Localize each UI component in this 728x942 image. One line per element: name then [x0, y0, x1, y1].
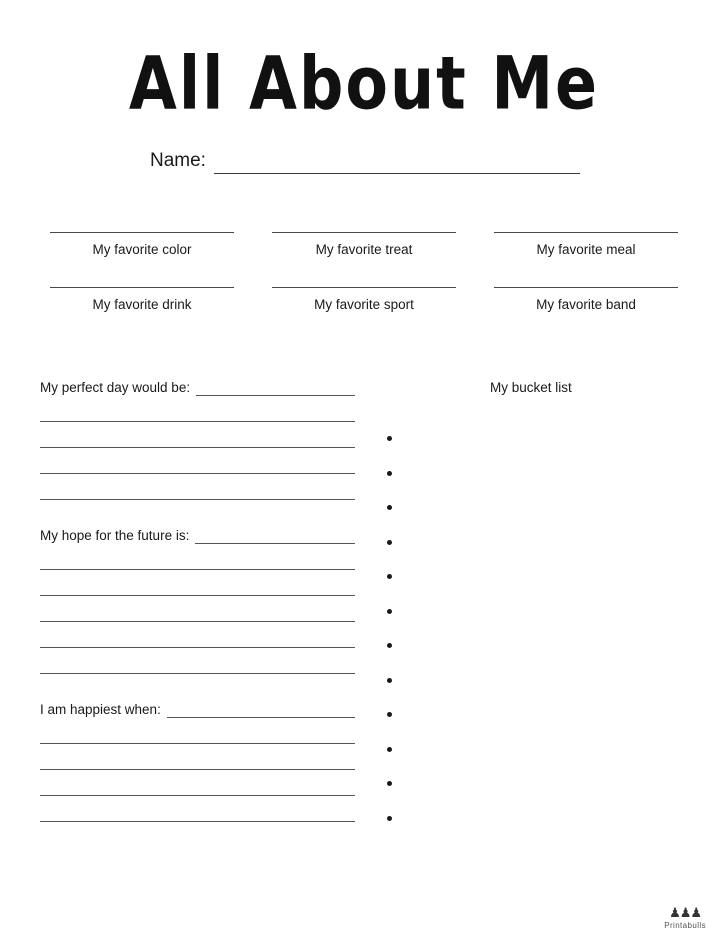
favorite-drink-cell[interactable]	[50, 287, 234, 312]
bullet-icon	[387, 540, 392, 545]
prompt-hope-future-line-0[interactable]	[195, 529, 355, 544]
bucket-list-items	[385, 431, 685, 845]
bullet-icon	[387, 816, 392, 821]
favorite-color-line[interactable]	[50, 232, 234, 233]
list-item[interactable]	[385, 466, 685, 501]
favorites-row-2	[50, 287, 678, 312]
logo-mark-icon: ♟♟♟	[669, 905, 702, 920]
list-item[interactable]	[385, 535, 685, 570]
list-item[interactable]	[385, 707, 685, 742]
bullet-icon	[387, 436, 392, 441]
prompt-happiest-when-head	[40, 702, 355, 718]
bullet-icon	[387, 712, 392, 717]
site-logo	[664, 906, 706, 930]
name-field-row	[150, 150, 580, 174]
prompt-perfect-day-head	[40, 380, 355, 396]
bucket-list-title: My bucket list	[490, 380, 572, 395]
prompts-column	[40, 380, 355, 850]
prompt-hope-future	[40, 528, 355, 674]
favorite-sport-line[interactable]	[272, 287, 456, 288]
list-item[interactable]	[385, 776, 685, 811]
prompt-hope-future-line-1[interactable]	[40, 544, 355, 570]
favorite-band-line[interactable]	[494, 287, 678, 288]
prompt-happiest-when-line-2[interactable]	[40, 744, 355, 770]
name-label: Name:	[150, 150, 206, 171]
list-item[interactable]	[385, 569, 685, 604]
page-title: All About Me	[128, 40, 600, 127]
logo-text: Printabulls	[664, 921, 706, 930]
prompt-happiest-when-line-4[interactable]	[40, 796, 355, 822]
prompt-perfect-day-label: My perfect day would be:	[40, 380, 191, 395]
prompt-perfect-day-line-3[interactable]	[40, 448, 355, 474]
prompt-hope-future-head	[40, 528, 355, 544]
favorite-drink-line[interactable]	[50, 287, 234, 288]
favorite-meal-label: My favorite meal	[536, 242, 636, 257]
favorite-band-cell[interactable]	[494, 287, 678, 312]
favorite-color-cell[interactable]	[50, 232, 234, 257]
bullet-icon	[387, 781, 392, 786]
prompt-perfect-day-line-1[interactable]	[40, 396, 355, 422]
favorite-sport-cell[interactable]	[272, 287, 456, 312]
bucket-list-column	[385, 380, 685, 861]
favorite-drink-label: My favorite drink	[92, 297, 192, 312]
list-item[interactable]	[385, 811, 685, 846]
prompt-happiest-when-line-0[interactable]	[167, 703, 355, 718]
bullet-icon	[387, 471, 392, 476]
favorite-meal-line[interactable]	[494, 232, 678, 233]
list-item[interactable]	[385, 742, 685, 777]
prompt-hope-future-line-4[interactable]	[40, 622, 355, 648]
prompt-perfect-day-line-2[interactable]	[40, 422, 355, 448]
favorite-band-label: My favorite band	[536, 297, 636, 312]
favorite-treat-cell[interactable]	[272, 232, 456, 257]
prompt-happiest-when	[40, 702, 355, 822]
list-item[interactable]	[385, 500, 685, 535]
favorite-color-label: My favorite color	[92, 242, 192, 257]
list-item[interactable]	[385, 431, 685, 466]
favorites-row-1	[50, 232, 678, 257]
name-input-line[interactable]	[214, 153, 580, 174]
prompt-happiest-when-label: I am happiest when:	[40, 702, 161, 717]
prompt-hope-future-line-2[interactable]	[40, 570, 355, 596]
bullet-icon	[387, 747, 392, 752]
prompt-perfect-day-line-0[interactable]	[196, 381, 355, 396]
favorite-treat-line[interactable]	[272, 232, 456, 233]
bullet-icon	[387, 678, 392, 683]
prompt-happiest-when-line-3[interactable]	[40, 770, 355, 796]
prompt-perfect-day	[40, 380, 355, 500]
prompt-hope-future-line-5[interactable]	[40, 648, 355, 674]
prompt-hope-future-line-3[interactable]	[40, 596, 355, 622]
prompt-hope-future-label: My hope for the future is:	[40, 528, 190, 543]
bullet-icon	[387, 505, 392, 510]
bullet-icon	[387, 643, 392, 648]
prompt-happiest-when-line-1[interactable]	[40, 718, 355, 744]
list-item[interactable]	[385, 604, 685, 639]
bullet-icon	[387, 609, 392, 614]
favorite-meal-cell[interactable]	[494, 232, 678, 257]
prompt-perfect-day-line-4[interactable]	[40, 474, 355, 500]
favorite-treat-label: My favorite treat	[315, 242, 413, 257]
list-item[interactable]	[385, 673, 685, 708]
favorite-sport-label: My favorite sport	[314, 297, 414, 312]
list-item[interactable]	[385, 638, 685, 673]
favorites-grid	[50, 232, 678, 312]
bullet-icon	[387, 574, 392, 579]
